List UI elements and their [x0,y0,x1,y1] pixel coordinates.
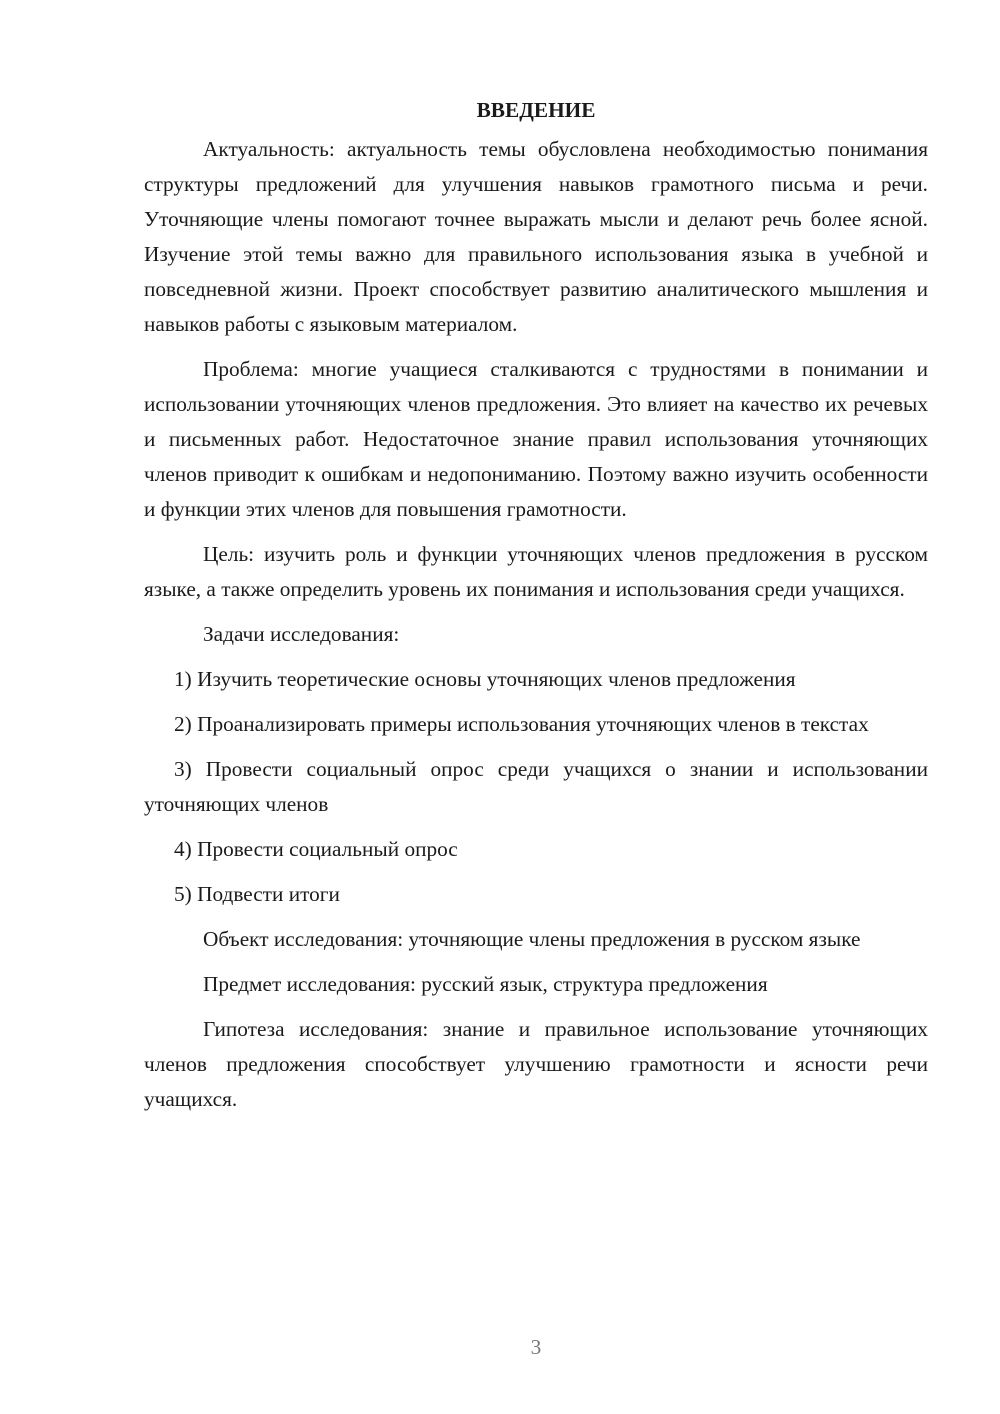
task-item-1: 1) Изучить теоретические основы уточняющих членов предложения [174,667,796,691]
page-content [144,93,928,1127]
page-number: 3 [530,1335,542,1359]
task-item-4: 4) Провести социальный опрос [174,837,458,861]
problem-paragraph: Проблема: многие учащиеся сталкиваются с трудностями в понимании и использовании уточняющих членов предложения. Это влияет на качество их речевых и письменных работ. Недостаточное знание правил использования уточняющих членов приводит к ошибкам и недопониманию. Поэтому важно изучить особенности и функции этих членов для повышения грамотности. [144,357,928,521]
relevance-paragraph: Актуальность: актуальность темы обусловлена необходимостью понимания структуры предложений для улучшения навыков грамотного письма и речи. Уточняющие члены помогают точнее выражать мысли и делают речь более ясной. Изучение этой темы важно для правильного использования языка в учебной и повседневной жизни. Проект способствует развитию аналитического мышления и навыков работы с языковым материалом. [144,137,928,336]
research-object-paragraph: Объект исследования: уточняющие члены предложения в русском языке [203,927,861,951]
section-title: ВВЕДЕНИЕ [476,98,596,122]
tasks-heading: Задачи исследования: [203,622,400,646]
hypothesis-paragraph: Гипотеза исследования: знание и правильное использование уточняющих членов предложения способствует улучшению грамотности и ясности речи учащихся. [144,1017,928,1111]
task-item-5: 5) Подвести итоги [174,882,340,906]
goal-paragraph: Цель: изучить роль и функции уточняющих членов предложения в русском языке, а также определить уровень их понимания и использования среди учащихся. [144,542,928,601]
task-item-2: 2) Проанализировать примеры использования уточняющих членов в текстах [174,712,869,736]
research-subject-paragraph: Предмет исследования: русский язык, структура предложения [203,972,768,996]
task-item-3: 3) Провести социальный опрос среди учащихся о знании и использовании уточняющих членов [144,757,928,816]
